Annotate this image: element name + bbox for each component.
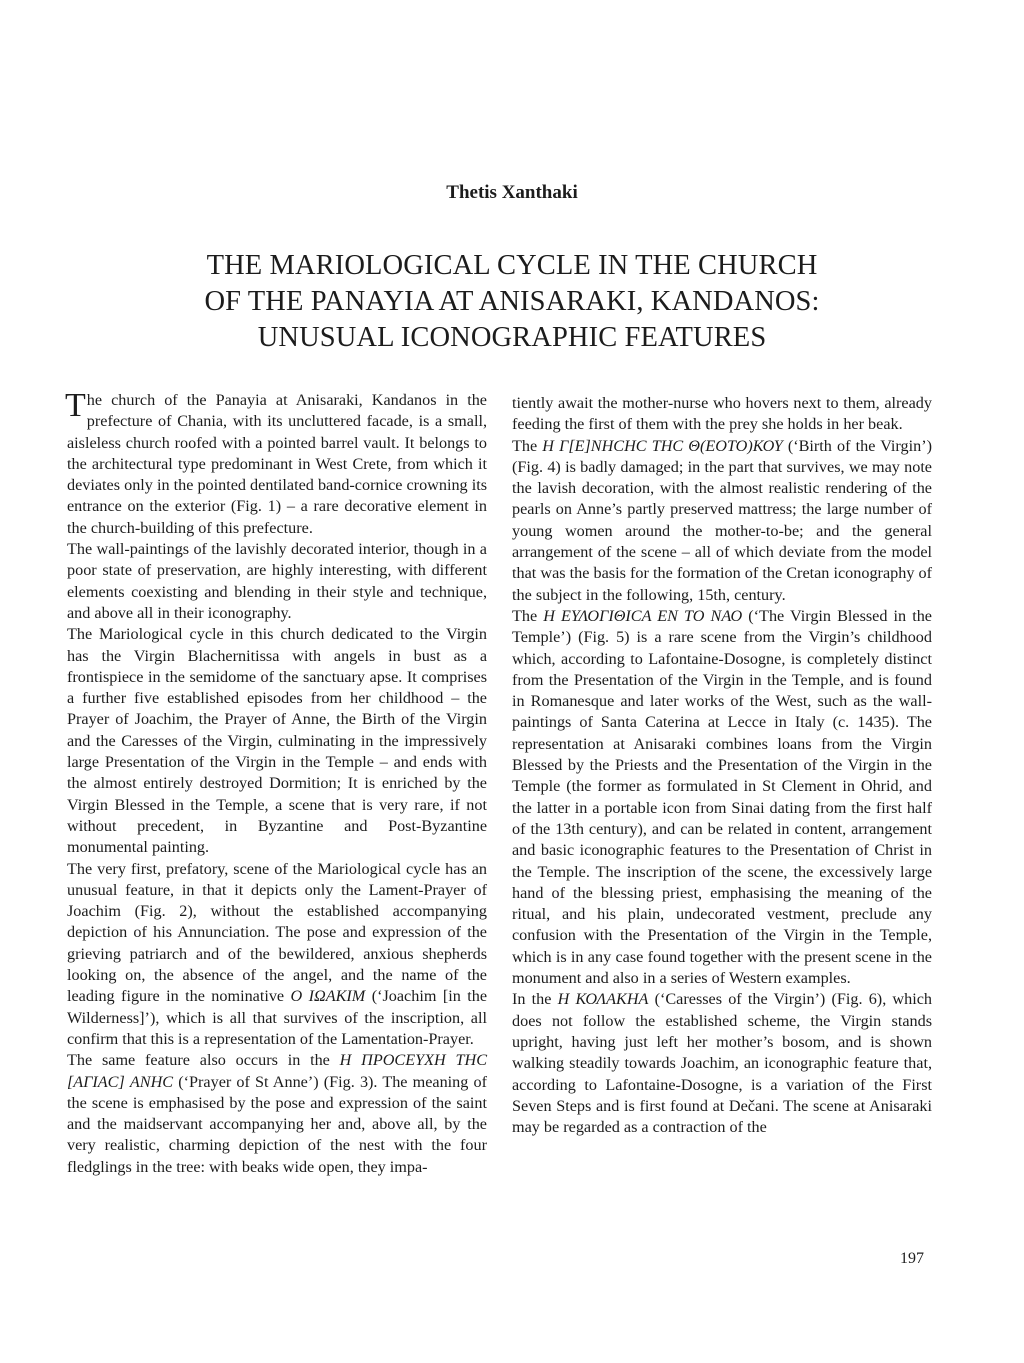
paragraph xyxy=(512,989,932,1138)
right-column xyxy=(512,393,932,1138)
paragraph xyxy=(67,859,487,1051)
drop-cap: T xyxy=(65,387,86,424)
paragraph-text: In the xyxy=(512,990,558,1009)
paragraph-text: The xyxy=(512,436,543,455)
paragraph xyxy=(65,387,487,539)
paragraph-text: The same feature also occurs in the xyxy=(67,1051,340,1070)
paragraph xyxy=(512,606,932,989)
page-number: 197 xyxy=(900,1250,924,1267)
paragraph-text: (‘The Virgin Blessed in the Temple’) (Fig. 5) is a rare scene from the Virgin’s childhood which, according to Lafontaine-Dosogne, is completely distinct from the Presentation of the Virgin in the Temple, and is found in Romanesque and later works of the West, such as the wall-paintings of Santa Caterina at Lecce in Italy (c. 1435). The representation at Anisaraki combines loans from the Virgin Blessed by the Priests and the Presentation of the Virgin in the Temple (the former as formulated in St Clement in Ohrid, and the latter in a portable icon from Sinai dating from the first half of the 13th century), and can be related in content, arrangement and basic iconographic features to the Presentation of Christ in the Temple. The inscription of the scene, the excessively large hand of the blessing priest, emphasising the meaning of the ritual, and his plain, undecorated vestment, preclude any confusion with the Presentation of the Virgin in the Temple, which is in any case found together with the present scene in the monument and also in a series of Western examples. xyxy=(512,606,932,988)
title-line: UNUSUAL ICONOGRAPHIC FEATURES xyxy=(257,322,767,353)
greek-inscription: Η ΕΥΛΟΓΙΘΙCΑ ΕΝ ΤΟ ΝΑΟ xyxy=(543,606,743,625)
paragraph-text: (‘Birth of the Virgin’) (Fig. 4) is badly damaged; in the part that survives, we may note the lavish decoration, with the almost realistic rendering of the pearls on Anne’s partly preserved mattress; the large number of young women around the mother-to-be; and the general arrangement of the scene – all of which deviate from the model that was the basis for the formation of the Cretan iconography of the subject in the following, 15th, century. xyxy=(512,436,932,604)
paragraph: The Mariological cycle in this church dedicated to the Virgin has the Virgin Blachernitissa with angels in bust as a frontispiece in the semidome of the sanctuary apse. It comprises a further five established episodes from her childhood – the Prayer of Joachim, the Prayer of Anne, the Birth of the Virgin and the Caresses of the Virgin, culminating in the impressively large Presentation of the Virgin in the Temple – and ends with the almost entirely destroyed Dormition; It is enriched by the Virgin Blessed in the Temple, a scene that is very rare, if not without precedent, in Byzantine and Post-Byzantine monumental painting. xyxy=(67,625,487,857)
left-column xyxy=(65,387,487,1178)
greek-inscription: Η ΠΡΟCΕΥΧΗ ΤΗC [ΑΓΙΑC] ΑΝΗC xyxy=(67,1051,487,1091)
paragraph xyxy=(67,1050,487,1178)
author-name: Thetis Xanthaki xyxy=(446,182,578,203)
paragraph: tiently await the mother-nurse who hovers next to them, already feeding the first of them with the prey she holds in her beak. xyxy=(512,394,932,434)
greek-inscription: Η Γ[Ε]ΝΗCΗC ΤΗC Θ(ΕΟΤΟ)ΚΟΥ xyxy=(542,436,783,455)
greek-inscription: Ο ΙΩΑΚΙΜ xyxy=(290,987,366,1006)
title-line: THE MARIOLOGICAL CYCLE IN THE CHURCH xyxy=(206,250,818,281)
paragraph-text: The xyxy=(512,606,544,625)
greek-inscription: Η ΚΟΛΑΚΗΑ xyxy=(557,990,649,1009)
paragraph: The wall-paintings of the lavishly decorated interior, though in a poor state of preservation, are highly interesting, with different elements coexisting and blending in their style and technique, and above all in their iconography. xyxy=(67,540,487,622)
paragraph-text: he church of the Panayia at Anisaraki, Kandanos in the prefecture of Chania, with its uncluttered facade, is a small, aisleless church roofed with a pointed barrel vault. It belongs to the architectural type predominant in West Crete, from which it deviates only in the pointed dentilated band-cornice crowning its entrance on the exterior (Fig. 1) – a rare decorative element in the church-building of this prefecture. xyxy=(67,391,487,537)
title-line: OF THE PANAYIA AT ANISARAKI, KANDANOS: xyxy=(204,286,820,317)
paragraph-text: (‘Joachim [in the Wilderness]’), which is all that survives of the inscription, all confirm that this is a representation of the Lamentation-Prayer. xyxy=(67,987,487,1048)
article-title xyxy=(0,248,1024,356)
paragraph-text: (‘Caresses of the Virgin’) (Fig. 6), which does not follow the established scheme, the Virgin stands upright, having just left her mother’s bosom, and is shown walking steadily towards Joachim, an iconographic feature that, according to Lafontaine-Dosogne, is a variation of the First Seven Steps and is first found at Dečani. The scene at Anisaraki may be regarded as a contraction of the xyxy=(512,990,932,1137)
paragraph-text: (‘Prayer of St Anne’) (Fig. 3). The meaning of the scene is emphasised by the pose and expression of the saint and the maidservant accompanying her and, above all, by the very realistic, charming depiction of the nest with the four fledglings in the tree: with beaks wide open, they impa- xyxy=(67,1072,487,1176)
paragraph-text: The very first, prefatory, scene of the Mariological cycle has an unusual feature, in that it depicts only the Lament-Prayer of Joachim (Fig. 2), without the established accompanying depiction of his Annunciation. The pose and expression of the grieving patriarch and of the bewildered, anxious shepherds looking on, the absence of the angel, and the name of the leading figure in the nominative xyxy=(67,859,487,1006)
paragraph xyxy=(512,436,932,606)
